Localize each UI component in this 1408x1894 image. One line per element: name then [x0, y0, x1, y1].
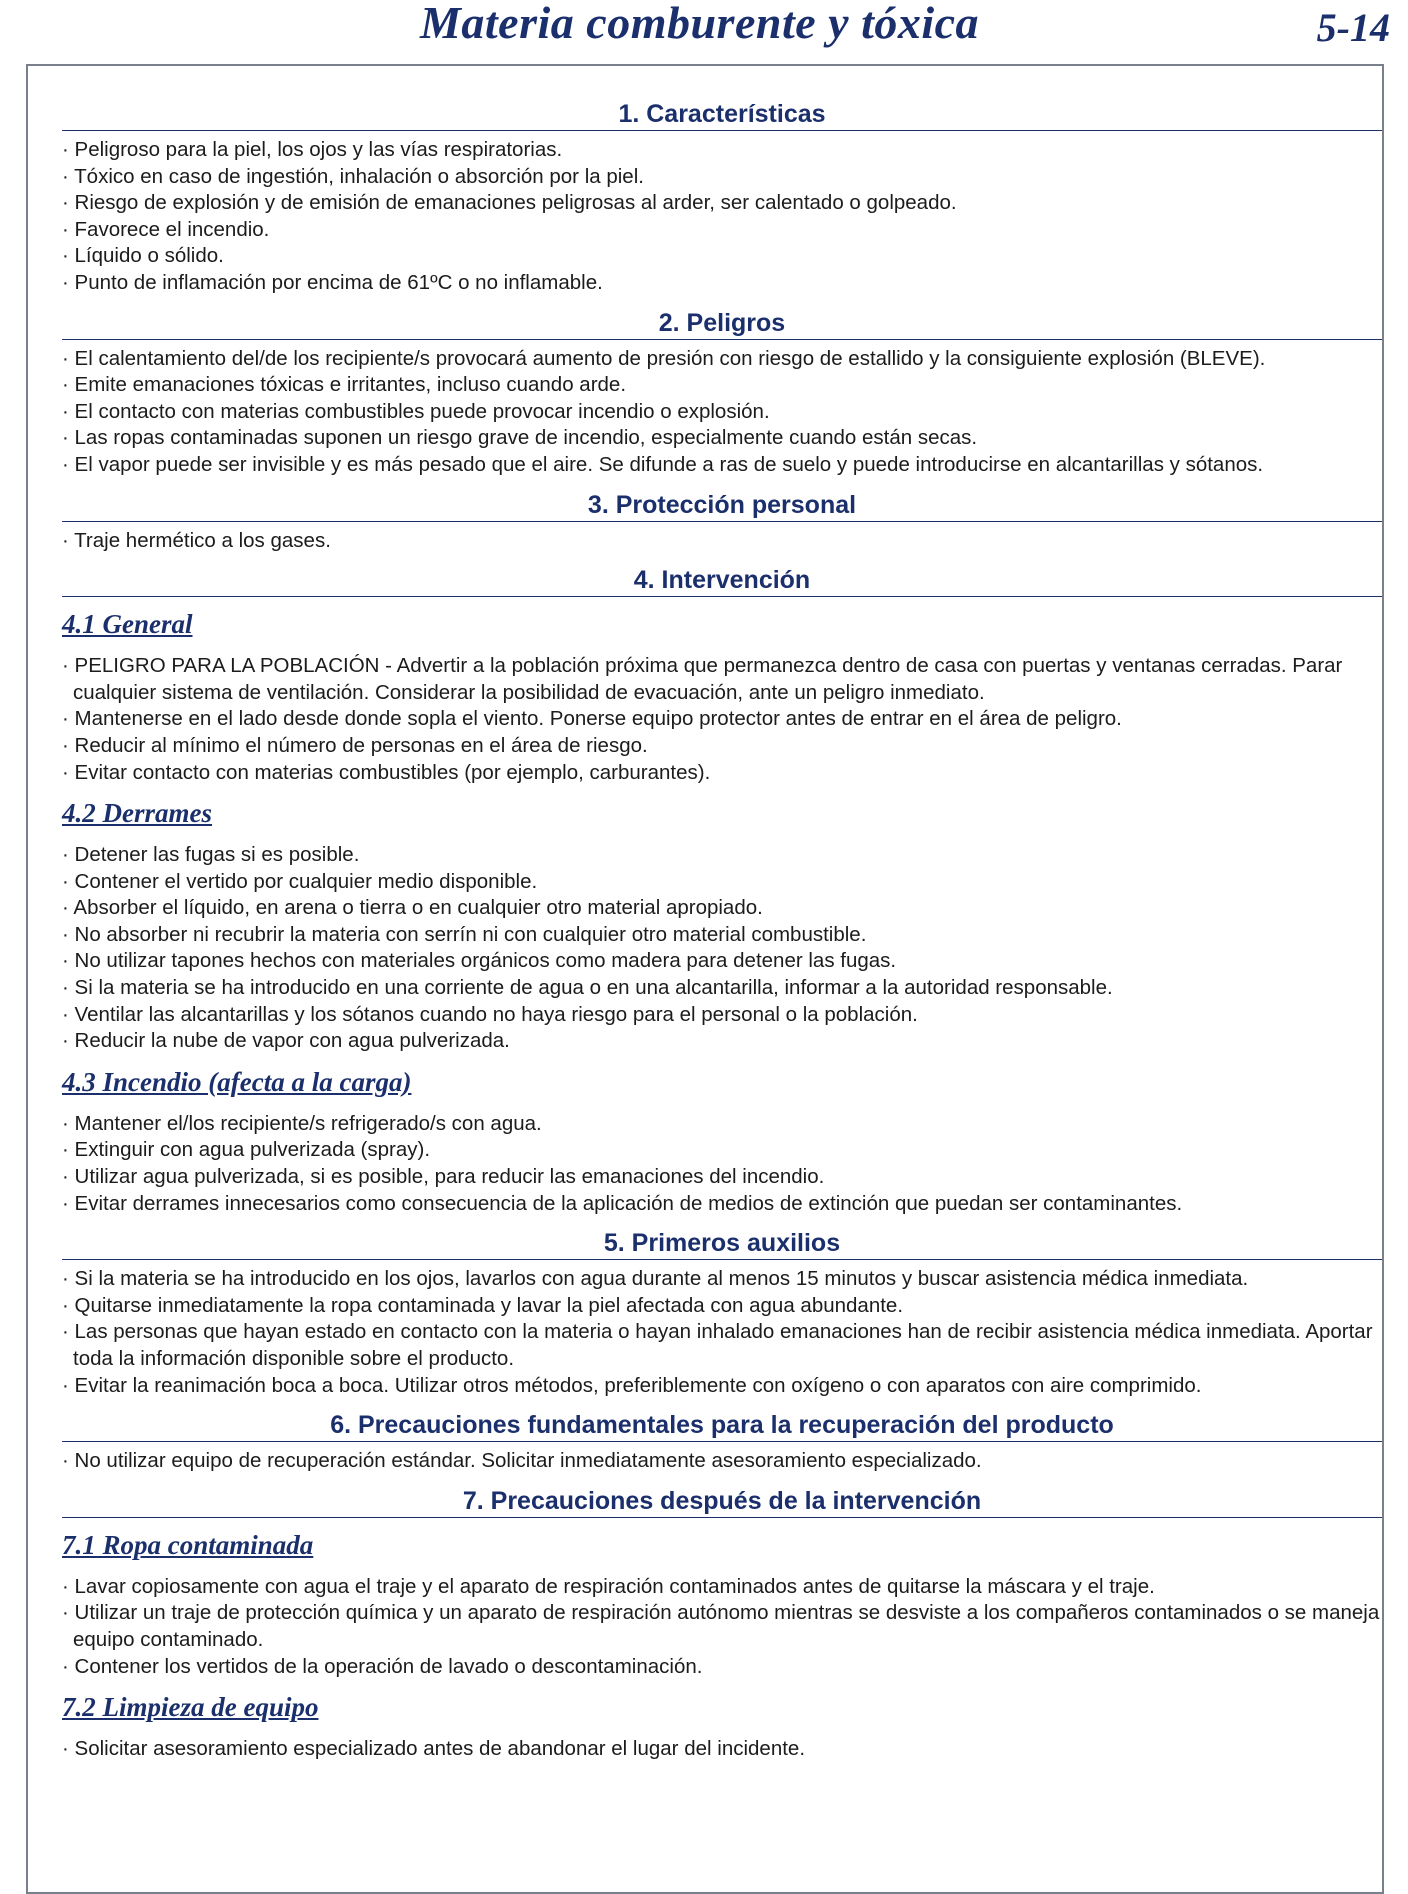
- list-item: · Favorece el incendio.: [62, 217, 270, 241]
- section-title: 3. Protección personal: [587, 490, 857, 519]
- list-item: · Reducir la nube de vapor con agua pulverizada.: [62, 1029, 510, 1053]
- section-4: [62, 564, 1382, 1227]
- section-spacer: [62, 1763, 1382, 1773]
- list-item: · No absorber ni recubrir la materia con serrín ni con cualquier otro material combustible.: [62, 922, 867, 946]
- section-7: [62, 1485, 1382, 1773]
- section-spacer: [62, 1217, 1382, 1227]
- list-item: · El contacto con materias combustibles puede provocar incendio o explosión.: [62, 399, 770, 423]
- list-item: · Si la materia se ha introducido en los ojos, lavarlos con agua durante al menos 15 minutos y buscar asistencia médica inmediata.: [62, 1267, 1249, 1291]
- list-item: · El vapor puede ser invisible y es más pesado que el aire. Se difunde a ras de suelo y puede introducirse en alcantarillas y sótanos.: [62, 452, 1264, 476]
- list-item: · Lavar copiosamente con agua el traje y el aparato de respiración contaminados antes de quitarse la máscara y el traje.: [62, 1574, 1155, 1598]
- list-item: · Traje hermético a los gases.: [62, 528, 331, 552]
- section-title: 4. Intervención: [633, 566, 811, 595]
- subsection-title: 7.1 Ropa contaminada: [62, 1529, 314, 1560]
- subsection-title: 4.1 General: [62, 609, 193, 640]
- list-item: · Extinguir con agua pulverizada (spray).: [62, 1138, 431, 1162]
- subsection-title: 7.2 Limpieza de equipo: [62, 1692, 319, 1723]
- document-title: Materia comburente y tóxica: [420, 0, 980, 48]
- section-spacer: [62, 479, 1382, 489]
- section-divider: [62, 130, 1382, 131]
- list-item: · Tóxico en caso de ingestión, inhalación o absorción por la piel.: [62, 164, 644, 188]
- list-item: · Absorber el líquido, en arena o tierra o en cualquier otro material apropiado.: [62, 896, 763, 920]
- list-item: · Peligroso para la piel, los ojos y las vías respiratorias.: [62, 138, 563, 161]
- section-divider: [62, 596, 1382, 597]
- list-item: · Punto de inflamación por encima de 61ºC o no inflamable.: [62, 270, 603, 294]
- list-item: · Quitarse inmediatamente la ropa contaminada y lavar la piel afectada con agua abundante.: [62, 1293, 904, 1317]
- document-body: [62, 98, 1382, 1773]
- section-5: [62, 1227, 1382, 1409]
- page-header: [0, 0, 1408, 60]
- list-item: · Evitar derrames innecesarios como consecuencia de la aplicación de medios de extinción que puedan ser contaminantes.: [62, 1191, 1183, 1215]
- list-item: · Utilizar un traje de protección química y un aparato de respiración autónomo mientras se desviste a los compañeros contaminados o se maneja equipo contaminado.: [62, 1601, 1380, 1651]
- list-item: · Evitar la reanimación boca a boca. Utilizar otros métodos, preferiblemente con oxígeno o con aparatos con aire comprimido.: [62, 1373, 1202, 1397]
- list-item: · Reducir al mínimo el número de personas en el área de riesgo.: [62, 733, 648, 757]
- content-frame: [26, 64, 1384, 1894]
- list-item: · Solicitar asesoramiento especializado antes de abandonar el lugar del incidente.: [62, 1737, 806, 1761]
- list-item: · No utilizar tapones hechos con materiales orgánicos como madera para detener las fugas.: [62, 949, 897, 973]
- section-spacer: [62, 297, 1382, 307]
- section-title: 5. Primeros auxilios: [603, 1229, 841, 1258]
- list-item: · Si la materia se ha introducido en una corriente de agua o en una alcantarilla, informar a la autoridad responsable.: [62, 976, 1113, 1000]
- section-3: [62, 489, 1382, 565]
- section-spacer: [62, 1399, 1382, 1409]
- list-item: · Contener los vertidos de la operación de lavado o descontaminación.: [62, 1654, 703, 1678]
- section-divider: [62, 339, 1382, 340]
- list-item: · Mantener el/los recipiente/s refrigerado/s con agua.: [62, 1111, 542, 1135]
- list-item: · Riesgo de explosión y de emisión de emanaciones peligrosas al arder, ser calentado o golpeado.: [62, 191, 957, 215]
- list-item: · No utilizar equipo de recuperación estándar. Solicitar inmediatamente asesoramiento especializado.: [62, 1449, 982, 1473]
- section-2: [62, 307, 1382, 489]
- list-item: · Las personas que hayan estado en contacto con la materia o hayan inhalado emanaciones han de recibir asistencia médica inmediata. Aportar toda la información disponible sobre el producto.: [62, 1320, 1373, 1370]
- section-6: [62, 1409, 1382, 1485]
- section-title: 1. Características: [618, 100, 826, 128]
- section-1: [62, 98, 1382, 307]
- list-item: · Evitar contacto con materias combustibles (por ejemplo, carburantes).: [62, 760, 711, 784]
- section-spacer: [62, 554, 1382, 564]
- page-number: 5-14: [1316, 5, 1390, 50]
- section-spacer: [62, 1475, 1382, 1485]
- section-divider: [62, 1517, 1382, 1518]
- list-item: · Mantenerse en el lado desde donde sopla el viento. Ponerse equipo protector antes de entrar en el área de peligro.: [62, 707, 1122, 731]
- list-item: · PELIGRO PARA LA POBLACIÓN - Advertir a la población próxima que permanezca dentro de casa con puertas y ventanas cerradas. Parar cualquier sistema de ventilación. Considerar la posibilidad de evacuación, ante un peligro inmediato.: [62, 654, 1343, 704]
- section-title: 2. Peligros: [658, 308, 786, 337]
- section-divider: [62, 521, 1382, 522]
- subsection-title: 4.3 Incendio (afecta a la carga): [62, 1066, 412, 1097]
- list-item: · Líquido o sólido.: [62, 244, 224, 268]
- section-divider: [62, 1259, 1382, 1260]
- section-title: 7. Precauciones después de la intervención: [462, 1486, 982, 1515]
- section-title: 6. Precauciones fundamentales para la recuperación del producto: [330, 1411, 1114, 1440]
- subsection-title: 4.2 Derrames: [62, 798, 212, 829]
- list-item: · Emite emanaciones tóxicas e irritantes, incluso cuando arde.: [62, 373, 627, 397]
- list-item: · Detener las fugas si es posible.: [62, 843, 360, 867]
- list-item: · Utilizar agua pulverizada, si es posible, para reducir las emanaciones del incendio.: [62, 1165, 825, 1189]
- list-item: · Ventilar las alcantarillas y los sótanos cuando no haya riesgo para el personal o la población.: [62, 1002, 918, 1026]
- list-item: · El calentamiento del/de los recipiente/s provocará aumento de presión con riesgo de estallido y la consiguiente explosión (BLEVE).: [62, 346, 1266, 370]
- list-item: · Contener el vertido por cualquier medio disponible.: [62, 869, 538, 893]
- list-item: · Las ropas contaminadas suponen un riesgo grave de incendio, especialmente cuando están secas.: [62, 426, 978, 450]
- section-divider: [62, 1441, 1382, 1442]
